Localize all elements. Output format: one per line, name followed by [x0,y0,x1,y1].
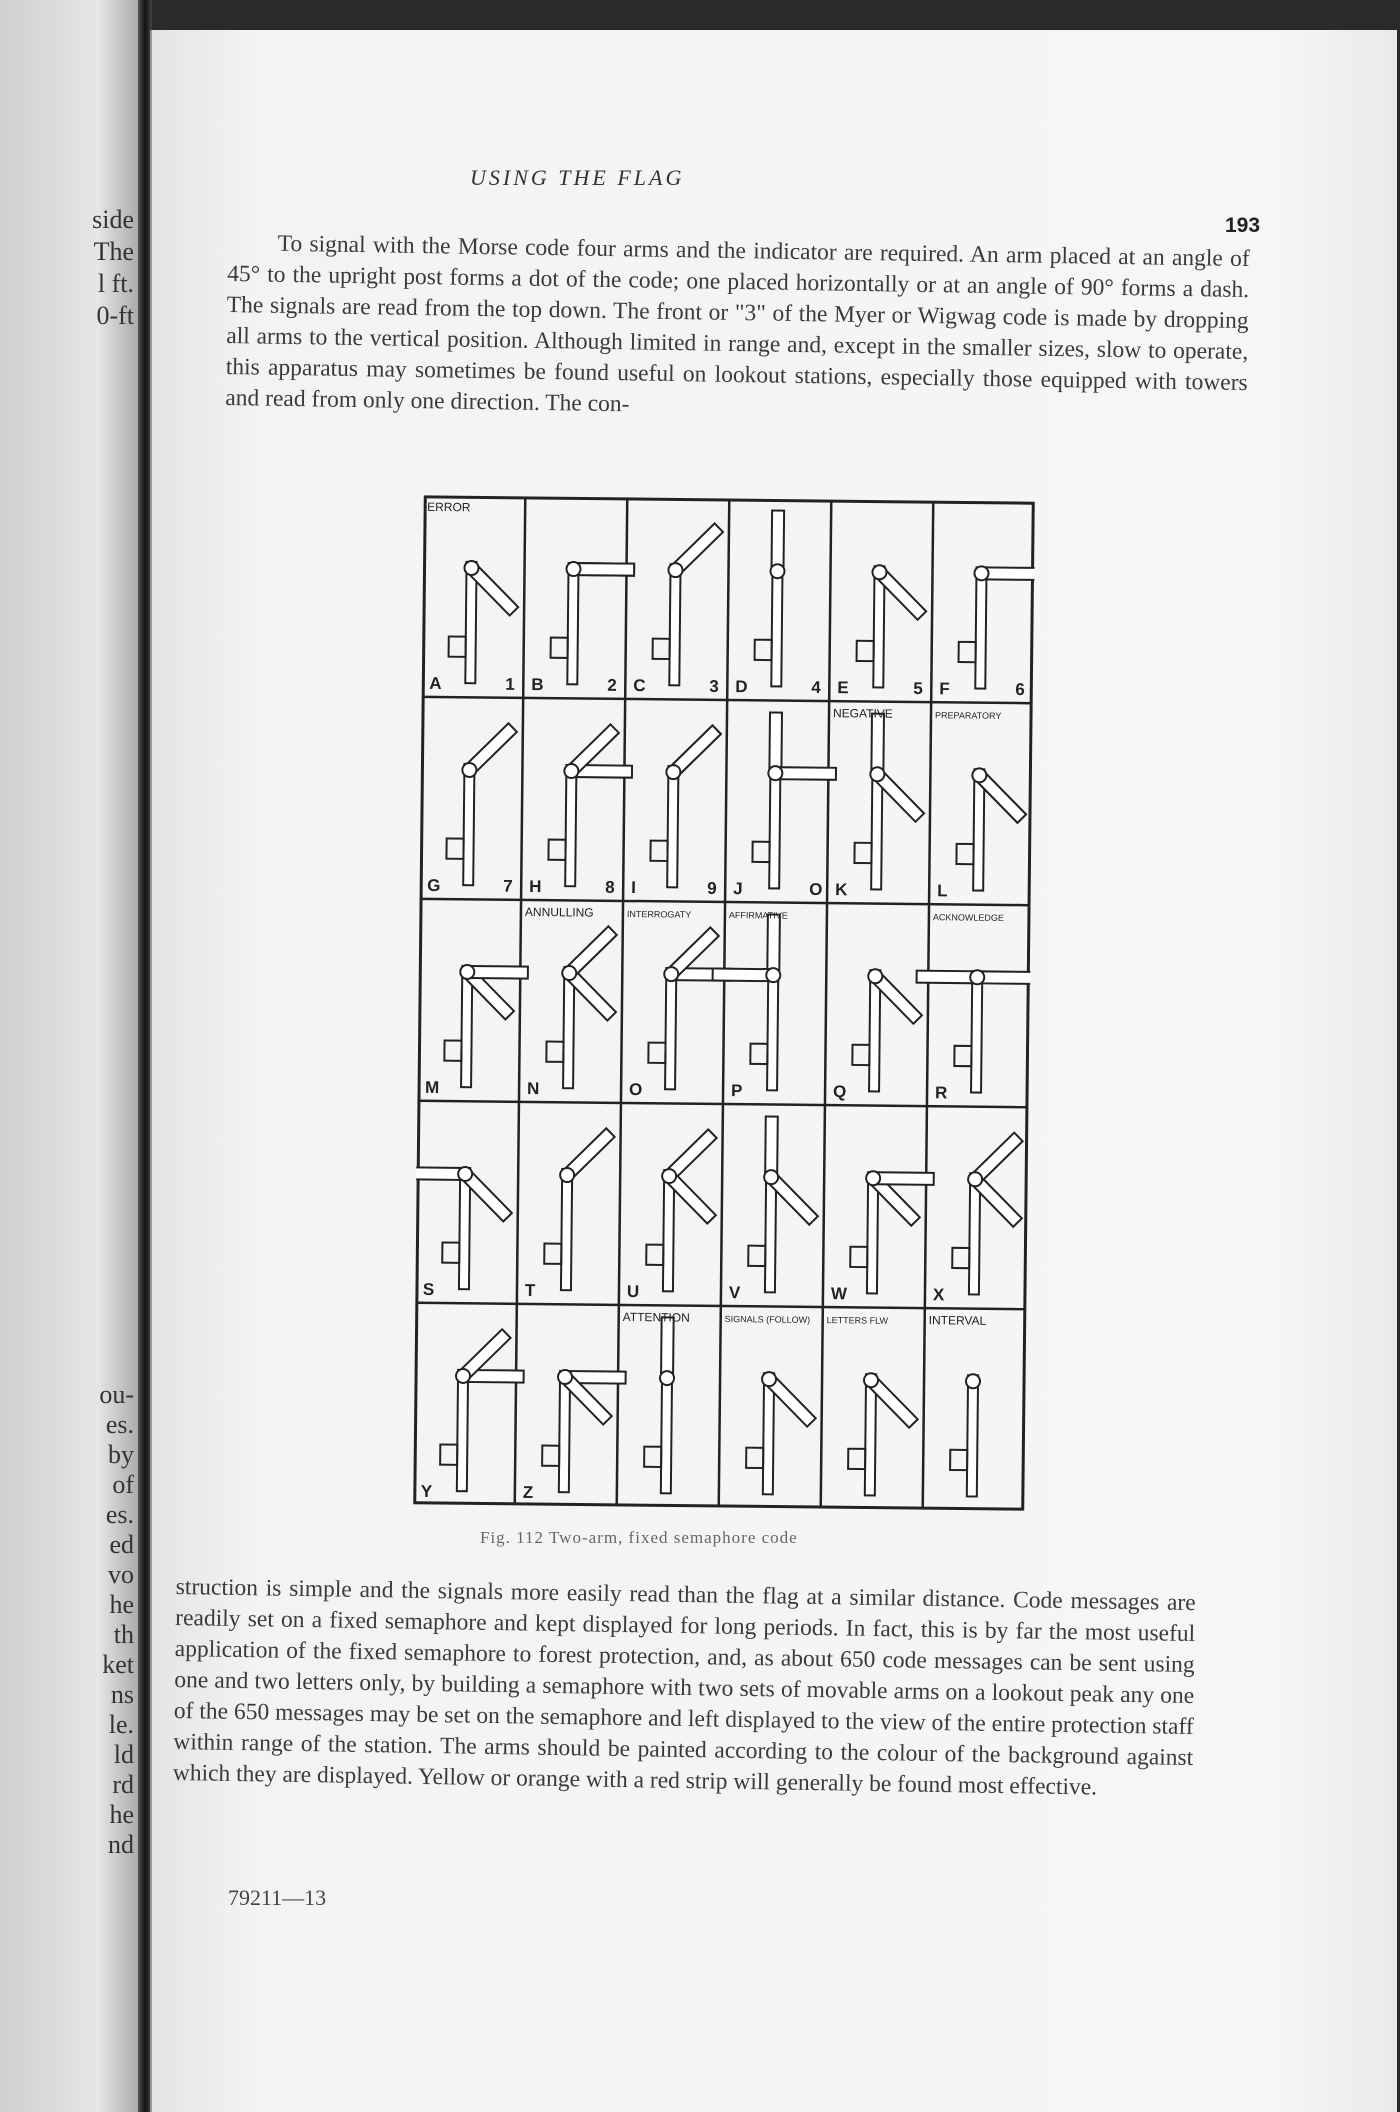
semaphore-cell [531,562,634,695]
mast-step [548,840,565,860]
semaphore-cell [427,722,517,895]
mast-step [442,1242,459,1262]
mast-step [646,1245,663,1265]
semaphore-cell [523,905,617,1099]
cell-letter: B [531,674,544,695]
semaphore-cell [425,500,519,694]
semaphore-cell [523,1370,626,1503]
cell-label: ERROR [427,499,471,515]
cell-letter: V [728,1283,741,1303]
semaphore-mast [769,767,780,888]
mast-step [648,1043,665,1063]
arm-pivot [566,562,580,576]
cell-number: O [809,879,823,900]
arm-pivot [458,1167,472,1181]
semaphore-mast [971,971,982,1092]
semaphore-arm [765,1117,778,1178]
text-fragment: ou- [99,1380,134,1409]
semaphore-cell [723,1314,817,1495]
cell-number: 1 [505,674,515,694]
semaphore-arm [661,1317,674,1378]
cell-label: LETTERS FLW [826,1315,889,1326]
semaphore-mast [457,1370,468,1491]
cell-letter: E [837,678,849,698]
semaphore-arm [771,511,784,572]
arm-pivot [560,1168,574,1182]
semaphore-cell [621,1310,690,1494]
text-fragment: nd [108,1830,134,1859]
arm-pivot [668,563,682,577]
arm-pivot [868,969,882,983]
mast-step [959,642,976,662]
semaphore-mast [767,969,778,1090]
grid-line [923,502,934,1508]
mast-step [446,838,463,858]
mast-step [755,640,772,660]
semaphore-cell [927,1313,987,1496]
cell-letter: M [425,1077,440,1098]
mast-step [950,1450,967,1470]
mast-step [956,844,973,864]
grid-line [719,500,730,1506]
semaphore-mast [565,765,576,886]
text-fragment: ket [102,1650,134,1679]
semaphore-cell [421,1328,524,1501]
grid-line [617,499,628,1505]
arm-pivot [768,766,782,780]
semaphore-figure [413,495,1036,1511]
cell-number: 5 [913,678,923,699]
arm-pivot [462,763,476,777]
print-code: 79211—13 [228,1885,327,1910]
text-fragment: The [93,237,134,266]
grid-line [515,498,526,1504]
mast-step [546,1042,563,1062]
arm-pivot [762,1372,776,1386]
semaphore-cell [915,912,1035,1103]
page-number: 193 [1225,214,1261,237]
mast-step [449,636,466,656]
arm-pivot [460,965,474,979]
semaphore-cell [631,725,721,898]
cell-number: 4 [811,677,821,697]
cell-number: 2 [607,675,617,695]
semaphore-cell [735,510,823,697]
arm-pivot [968,1172,982,1186]
semaphore-mast [463,764,474,885]
cell-letter: O [628,1080,643,1100]
arm-pivot [972,768,986,782]
semaphore-cell [939,566,1035,699]
cell-number: 9 [707,878,717,898]
cell-letter: H [529,876,542,897]
mast-step [444,1040,461,1060]
text-fragment: ed [109,1530,134,1559]
cell-label: AFFIRMATIVE [728,910,788,921]
cell-label: INTERROGATY [626,908,692,920]
text-fragment: he [109,1800,134,1829]
cell-letter: T [524,1280,536,1301]
arm-pivot [456,1369,470,1383]
arm-pivot [564,764,578,778]
text-fragment: by [108,1440,134,1469]
text-fragment: es. [105,1500,134,1529]
mast-step [748,1246,765,1266]
arm-pivot [558,1370,572,1384]
semaphore-mast [975,567,986,688]
cell-letter: W [830,1284,848,1304]
cell-label: NEGATIVE [832,706,893,721]
cell-label: ANNULLING [524,904,594,920]
mast-step [750,1044,767,1064]
semaphore-mast [669,564,680,685]
arm-pivot [864,1373,878,1387]
cell-label: ACKNOWLEDGE [932,912,1004,923]
mast-step [544,1244,561,1264]
semaphore-arm [873,1172,934,1185]
cell-letter: Z [522,1482,534,1503]
semaphore-cell [831,1171,934,1304]
semaphore-arm [467,966,528,979]
semaphore-cell [729,1116,819,1303]
semaphore-cell [633,523,723,696]
facing-page-edge [0,0,140,2112]
mast-step [954,1046,971,1066]
semaphore-arm [871,714,884,775]
semaphore-cell [627,1129,717,1302]
cell-letter: G [427,875,441,896]
cell-letter: I [631,878,637,898]
semaphore-cell [525,1128,615,1301]
text-fragment: vo [108,1560,134,1589]
mast-step [852,1045,869,1065]
arm-pivot [974,566,988,580]
semaphore-cell [933,1132,1023,1305]
arm-pivot [970,970,984,984]
cell-number: 3 [709,676,719,696]
cell-letter: Q [832,1082,847,1102]
mast-step [644,1447,661,1467]
semaphore-cell [413,1166,513,1299]
semaphore-arm [977,971,1035,984]
mast-step [650,841,667,861]
cell-letter: J [733,879,743,899]
mast-step [850,1247,867,1267]
semaphore-mast [567,563,578,684]
semaphore-cell [837,565,926,698]
text-fragment: ns [110,1680,134,1709]
mast-step [854,843,871,863]
mast-step [848,1449,865,1469]
arm-pivot [966,1374,980,1388]
running-head: USING THE FLAG [470,165,685,190]
arm-pivot [766,968,780,982]
cell-letter: X [932,1285,945,1305]
arm-pivot [562,966,576,980]
arm-pivot [870,767,884,781]
semaphore-cell [833,969,922,1102]
cell-label: INTERVAL [928,1313,987,1328]
semaphore-arm [775,767,836,780]
semaphore-cell [425,965,528,1098]
cell-letter: S [422,1279,435,1299]
cell-letter: D [735,677,748,697]
cell-letter: F [939,679,950,699]
semaphore-mast [661,1372,672,1493]
cell-letter: P [730,1081,743,1101]
figure-caption: Fig. 112 Two-arm, fixed semaphore code [480,1528,798,1547]
cell-letter: U [626,1282,640,1302]
mast-step [857,641,874,661]
cell-label: PREPARATORY [934,710,1002,721]
cell-number: 6 [1015,680,1025,700]
arm-pivot [764,1170,778,1184]
semaphore-cell [625,909,733,1100]
mast-step [752,842,769,862]
cell-label: ATTENTION [622,1309,690,1325]
semaphore-cell [733,712,837,899]
text-fragment: he [109,1590,134,1619]
semaphore-cell [529,724,632,897]
semaphore-grid [413,495,1036,1511]
arm-pivot [660,1371,674,1385]
semaphore-arm [767,915,780,976]
arm-pivot [770,564,784,578]
arm-pivot [662,1169,676,1183]
body-paragraph-bottom [173,1572,1196,1805]
cell-letter: Y [420,1481,433,1501]
text-fragment: es. [105,1410,134,1439]
mast-step [440,1444,457,1464]
mast-step [746,1448,763,1468]
semaphore-arm [573,563,634,576]
cell-number: 8 [605,877,615,897]
text-fragment: le. [108,1710,134,1739]
semaphore-arm [917,971,978,984]
cell-letter: K [835,880,848,900]
semaphore-arm [713,969,774,982]
semaphore-arm [769,713,782,774]
semaphore-cell [825,1315,919,1496]
text-fragment: ld [113,1740,134,1769]
semaphore-mast [561,1169,572,1290]
cell-label: SIGNALS (FOLLOW) [724,1314,811,1325]
cell-letter: R [934,1083,948,1103]
grid-line [821,501,832,1507]
arm-pivot [664,967,678,981]
mast-step [551,638,568,658]
arm-pivot [872,565,886,579]
cell-letter: C [633,676,646,696]
text-fragment: th [113,1620,134,1649]
arm-pivot [666,765,680,779]
semaphore-mast [667,766,678,887]
paragraph-text: struction is simple and the signals more easily read than the flag at a similar distance. Code messages are readily set on a fixed semaphore and kept displayed for long periods. In fact, this is by far the most useful application of the fixed semaphore to forest protection, and, as about 650 code messages can be sent using one and two letters only, by building a semaphore with two sets of movable arms on a lookout peak any one of the 650 messages may be set on the semaphore and left displayed to the view of the entire protection staff within range of the station. The arms should be painted according to the colour of the background against which they are displayed. Yellow or orange with a red strip will generally be found most effective. [172,1573,1196,1801]
text-fragment: l ft. [97,269,134,298]
mast-step [542,1446,559,1466]
cell-letter: A [429,673,442,694]
semaphore-arm [981,567,1035,580]
text-fragment: rd [112,1770,134,1799]
text-fragment: of [112,1470,134,1499]
paragraph-text: To signal with the Morse code four arms and the indicator are required. An arm placed at an angle of 45° to the upright post forms a dot of the code; one placed horizontally or at an angle of 90° forms a dash. The signals are read from the top down. The front or "3" of the Myer or Wigwag code is made by dropping all arms to the vertical position. Although limited in range and, except in the smaller sizes, slow to operate, this apparatus may sometimes be found useful on lookout stations, especially those equipped with towers and read from only one direction. The con- [225,230,1250,418]
mast-step [653,639,670,659]
text-fragment: side [92,205,134,234]
text-fragment: 0-ft [96,301,134,330]
body-paragraph-top [225,228,1250,430]
arm-pivot [866,1171,880,1185]
arm-pivot [464,561,478,575]
semaphore-mast [771,565,782,686]
semaphore-cell [933,710,1027,901]
mast-step [952,1248,969,1268]
semaphore-mast [967,1375,978,1496]
cell-number: 7 [503,876,513,896]
semaphore-mast [665,968,676,1089]
cell-letter: N [526,1078,540,1099]
cell-letter: L [937,881,948,901]
semaphore-cell [831,706,925,900]
